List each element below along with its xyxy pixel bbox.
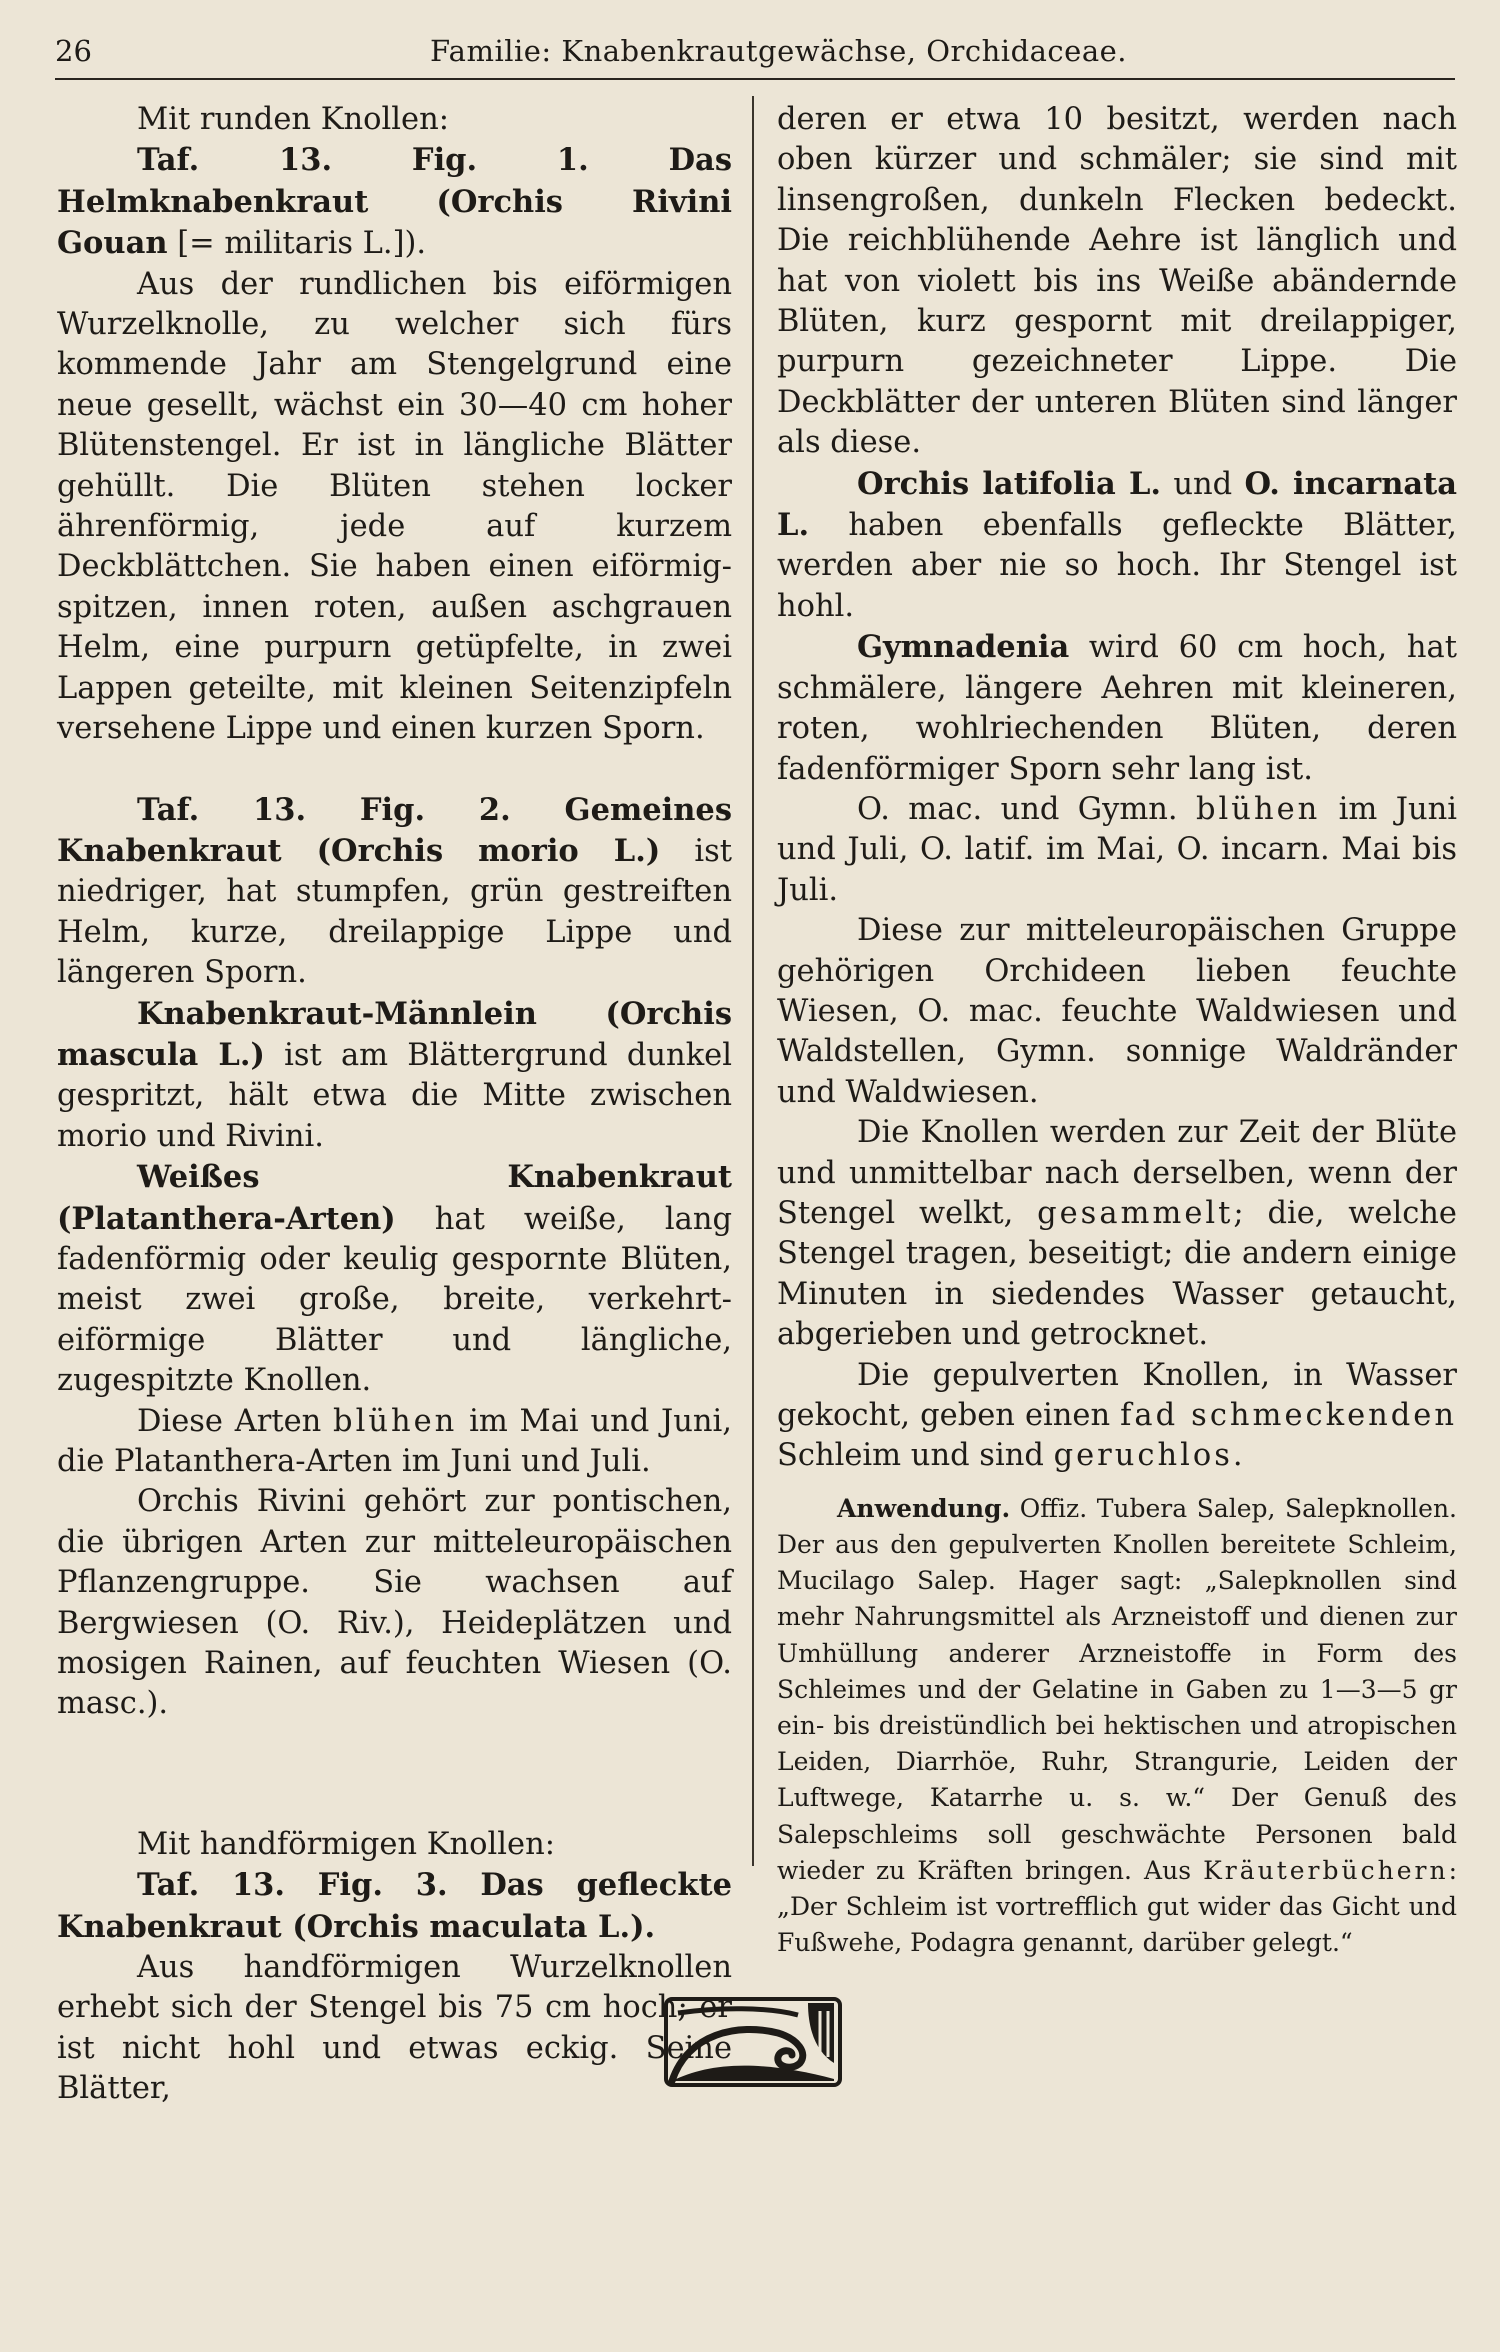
text-run: Diese Arten [137, 1403, 334, 1439]
entry-orchis-morio [57, 790, 732, 994]
application-label: Anwendung. [837, 1493, 1011, 1523]
text-run: Offiz. Tubera Salep, Salepknollen. Der aus den gepulverten Knollen bereitete Schleim, Mucilago Salep. Hager sagt: „Salepknollen sind mehr Nahrungsmittel als Arzneistoff und dienen zur Umhüllung anderer Arzneistoffe in Form des Schleimes und der Gelatine in Gaben zu 1—3—5 gr ein- bis dreistündlich bei hektischen und atropischen Leiden, Diarrhöe, Ruhr, Strangurie, Leiden der Luftwege, Katarrhe u. s. w.“ Der Genuß des Salepschleims soll geschwächte Personen bald wieder zu Kräften bringen. Aus [777, 1493, 1457, 1885]
text-run: Schleim und sind [777, 1438, 1054, 1474]
art-nouveau-vignette-icon [658, 1993, 848, 2089]
text-run: : „Der Schleim ist vortrefflich gut wider das Gicht und Fußwehe, Podagra genannt, darüber gelegt.“ [777, 1855, 1457, 1958]
common-name: Das gefleckte Knabenkraut [57, 1867, 732, 1945]
text-run: Die Knollen werden zur Zeit der Blüte und unmittelbar nach derselben, wenn der Stengel welkt, [777, 1115, 1457, 1231]
left-column [57, 100, 732, 2110]
latin-name: Gymnadenia [857, 629, 1070, 666]
description: ist niedriger, hat stumpfen, grün gestreiften Helm, kurze, dreilappige Lippe und längeren Sporn. [57, 833, 732, 991]
collection [777, 1113, 1457, 1355]
emphasis: gesammelt [1037, 1195, 1234, 1231]
description-orchis-maculata: Aus handförmigen Wurzelknollen erhebt sich der Stengel bis 75 cm hoch; er ist nicht hohl und etwas eckig. Seine Blätter, [57, 1950, 732, 2107]
description: haben ebenfalls gefleckte Blätter, werden aber nie so hoch. Ihr Stengel ist hohl. [777, 508, 1457, 624]
description-orchis-rivini: Aus der rundlichen bis eiförmigen Wurzelknolle, zu welcher sich fürs kommende Jahr am Stengelgrund eine neue gesellt, wächst ein 30—40 cm hoher Blütenstengel. Er ist in längliche Blätter gehüllt. Die Blüten stehen locker ährenförmig, jede auf kurzem Deckblättchen. Sie haben einen eiförmig-spitzen, innen roten, außen aschgrauen Helm, eine purpurn getüpfelte, in zwei Lappen geteilte, mit kleinen Seitenzipfeln versehene Lippe und einen kurzen Sporn. [57, 266, 732, 747]
page-number: 26 [55, 34, 92, 68]
text-run: . [1232, 1438, 1243, 1474]
description: wird 60 cm hoch, hat schmälere, längere Aehren mit kleineren, roten, wohlriechenden Blüten, deren fadenförmiger Sporn sehr lang ist. [777, 630, 1457, 787]
running-title: Familie: Knabenkrautgewächse, Orchidaceae. [430, 34, 1128, 68]
latin-name: (Orchis Rivini Gouan [57, 183, 732, 262]
emphasis: blühen [333, 1403, 458, 1439]
spacer [57, 1725, 732, 1825]
bloom-time [57, 1402, 732, 1483]
right-column [777, 100, 1457, 1961]
text-run: ; die, welche Stengel tragen, beseitigt; die andern einige Minuten in siedendes Wasser getaucht, abgerieben und getrocknet. [777, 1195, 1457, 1353]
habitat: Diese zur mitteleuropäischen Gruppe gehörigen Orchideen lieben feuchte Wiesen, O. mac. feuchte Waldwiesen und Waldstellen, Gymn. sonnige Waldränder und Waldwiesen. [777, 913, 1457, 1110]
continuation-paragraph: deren er etwa 10 besitzt, werden nach oben kürzer und schmäler; sie sind mit linsengroßen, dunkeln Flecken bedeckt. Die reichblühende Aehre ist länglich und hat von violett bis ins Weiße abändernde Blüten, kurz gespornt mit dreilappiger, purpurn gezeichneter Lippe. Die Deckblätter der unteren Blüten sind länger als diese. [777, 102, 1457, 461]
latin-name: O. incarnata L. [777, 465, 1457, 544]
application-paragraph [777, 1491, 1457, 1962]
emphasis: geruchlos [1053, 1438, 1233, 1474]
entry-gymnadenia [777, 627, 1457, 790]
plate-label: Taf. 13. Fig. 1. [137, 142, 589, 179]
latin-name: Orchis latifolia L. [857, 465, 1162, 502]
bloom-time [777, 790, 1457, 911]
common-name: Das Helmknabenkraut [57, 142, 732, 220]
entry-orchis-mascula [57, 994, 732, 1158]
emphasis: fad schmeckenden [1120, 1398, 1457, 1433]
plate-label: Taf. 13. Fig. 2. [137, 791, 511, 828]
spacer [57, 750, 732, 790]
entry-latifolia-incarnata [777, 464, 1457, 628]
text-run: O. mac. und Gymn. [857, 791, 1197, 827]
description: hat weiße, lang fadenförmig oder keulig gespornte Blüten, meist zwei große, breite, verkehrt-eiförmige Blätter und längliche, zugespitzte Knollen. [57, 1201, 732, 1399]
text-run: und [1161, 466, 1245, 502]
emphasis: blühen [1196, 791, 1321, 827]
plate-label: Taf. 13. Fig. 3. [137, 1867, 448, 1904]
running-head [55, 34, 1455, 80]
column-divider [752, 96, 754, 1866]
common-name: Weißes Knabenkraut [137, 1159, 732, 1196]
section-heading-palmate-tubers: Mit handförmigen Knollen: [137, 1826, 556, 1862]
properties [777, 1356, 1457, 1477]
application-note [777, 1491, 1457, 1962]
synonym: [= militaris L.]). [167, 226, 427, 262]
latin-name: (Orchis morio L.) [281, 832, 661, 869]
emphasis: Kräuterbüchern [1203, 1855, 1449, 1885]
entry-orchis-rivini [57, 140, 732, 264]
entry-orchis-maculata [57, 1865, 732, 1948]
latin-name: (Platanthera-Arten) [57, 1200, 396, 1237]
common-name: Knabenkraut-Männlein [137, 995, 537, 1032]
text-run: im Mai und Juni, die Platanthera-Arten im Juni und Juli. [57, 1403, 732, 1479]
header-rule [55, 78, 1455, 80]
description: ist am Blättergrund dunkel gespritzt, hält etwa die Mitte zwischen morio und Rivini. [57, 1037, 732, 1154]
common-name: Gemeines Knabenkraut [57, 791, 732, 869]
latin-name: (Orchis maculata L.). [281, 1908, 656, 1945]
habitat: Orchis Rivini gehört zur pontischen, die übrigen Arten zur mitteleuropäischen Pflanzengruppe. Sie wachsen auf Bergwiesen (O. Riv.), Heideplätzen und mosigen Rainen, auf feuchten Wiesen (O. masc.). [57, 1484, 732, 1722]
section-heading-round-tubers: Mit runden Knollen: [137, 102, 449, 137]
text-run: Die gepulverten Knollen, in Wasser gekocht, geben einen [777, 1357, 1457, 1433]
entry-platanthera [57, 1157, 732, 1401]
latin-name: (Orchis mascula L.) [57, 995, 732, 1073]
text-run: im Juni und Juli, O. latif. im Mai, O. incarn. Mai bis Juli. [777, 791, 1457, 908]
